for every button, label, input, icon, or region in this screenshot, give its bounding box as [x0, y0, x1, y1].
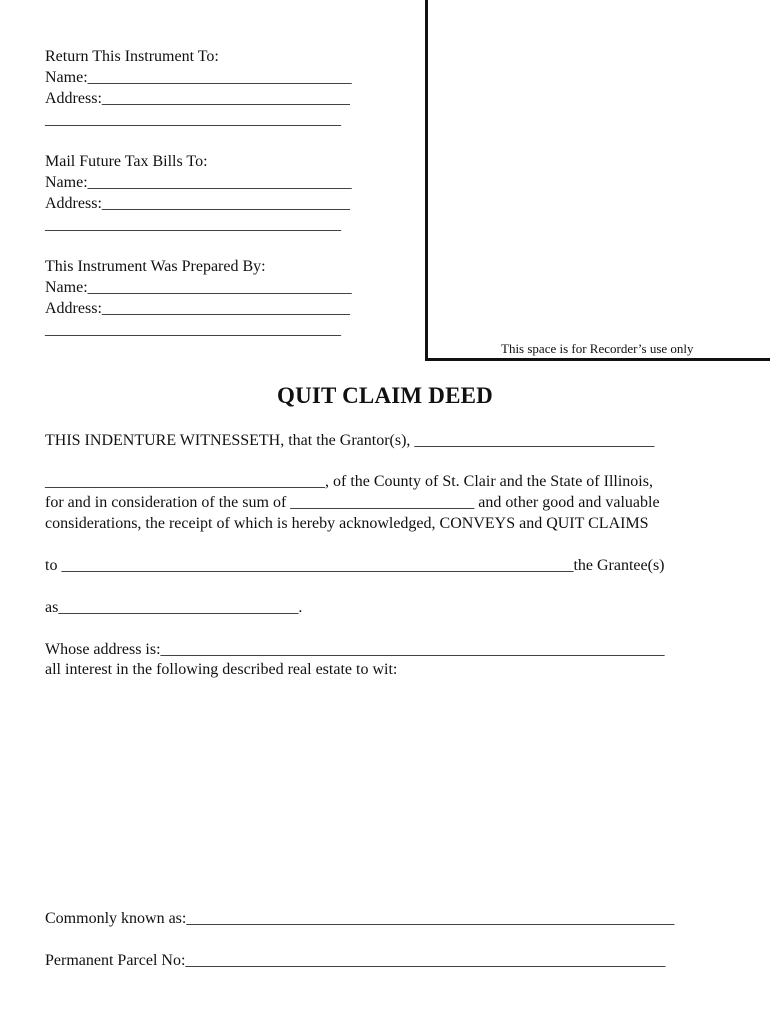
- parcel-number-field[interactable]: Permanent Parcel No:____________________________________________________________: [45, 952, 666, 969]
- page-title: QUIT CLAIM DEED: [277, 383, 493, 408]
- mail-heading: Mail Future Tax Bills To:: [45, 153, 208, 170]
- mail-address-field[interactable]: Address:_______________________________: [45, 195, 350, 212]
- as-line[interactable]: as______________________________.: [45, 599, 303, 616]
- commonly-known-field[interactable]: Commonly known as:_____________________________________________________________: [45, 910, 675, 927]
- interest-line: all interest in the following described real estate to wit:: [45, 661, 398, 678]
- mail-address-extra-field[interactable]: _____________________________________: [45, 216, 341, 233]
- consideration-line[interactable]: for and in consideration of the sum of _______________________ and other good and valuable: [45, 494, 660, 511]
- grantee-address-line[interactable]: Whose address is:_______________________________________________________________: [45, 641, 665, 658]
- mail-name-field[interactable]: Name:_________________________________: [45, 174, 352, 191]
- return-name-field[interactable]: Name:_________________________________: [45, 69, 352, 86]
- grantor-county-line[interactable]: ___________________________________, of the County of St. Clair and the State of Illinois,: [45, 473, 653, 490]
- prepared-address-field[interactable]: Address:_______________________________: [45, 300, 350, 317]
- recorder-space-box: [425, 0, 770, 361]
- return-address-extra-field[interactable]: _____________________________________: [45, 111, 341, 128]
- indenture-line[interactable]: THIS INDENTURE WITNESSETH, that the Grantor(s), ______________________________: [45, 432, 655, 449]
- receipt-line: considerations, the receipt of which is hereby acknowledged, CONVEYS and QUIT CLAIMS: [45, 515, 649, 532]
- return-heading: Return This Instrument To:: [45, 48, 219, 65]
- prepared-address-extra-field[interactable]: _____________________________________: [45, 321, 341, 338]
- prepared-heading: This Instrument Was Prepared By:: [45, 258, 266, 275]
- return-address-field[interactable]: Address:_______________________________: [45, 90, 350, 107]
- grantee-line[interactable]: to ________________________________________________________________the Grantee(s): [45, 557, 665, 574]
- recorder-note: This space is for Recorder’s use only: [501, 341, 694, 356]
- prepared-name-field[interactable]: Name:_________________________________: [45, 279, 352, 296]
